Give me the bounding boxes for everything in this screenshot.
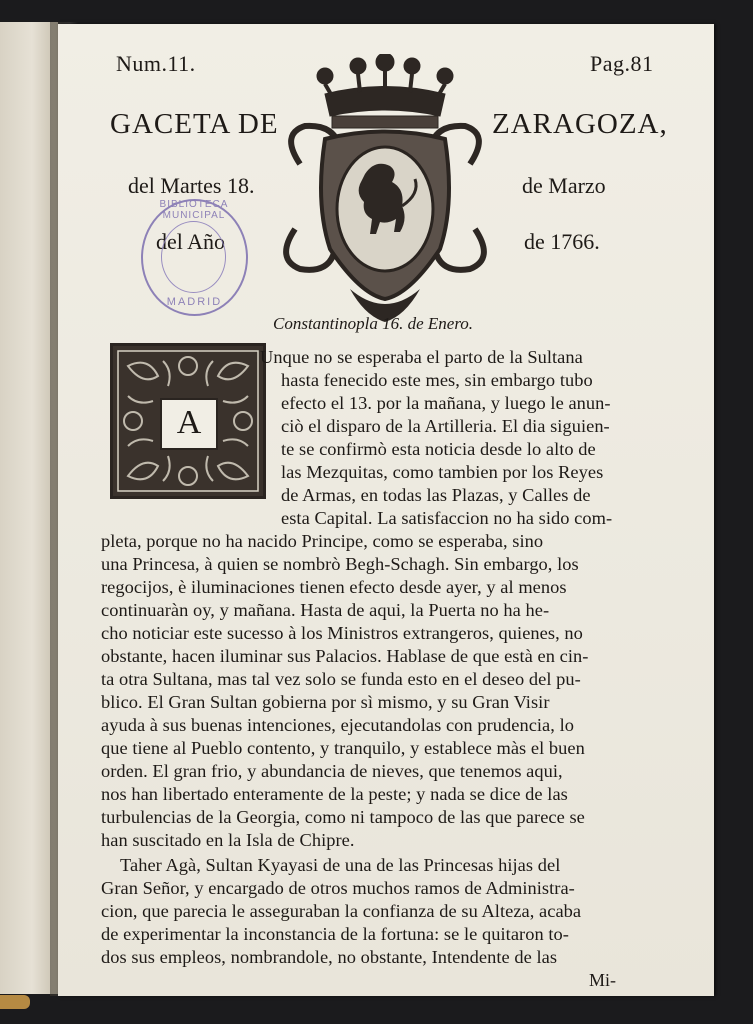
text-line: que tiene al Pueblo contento, y tranquilo, y establece màs el buen <box>101 738 585 758</box>
text-line: turbulencias de la Georgia, como ni tampoco de las que parece se <box>101 807 585 827</box>
title-right: ZARAGOZA, <box>492 108 668 140</box>
text-line: ta otra Sultana, mas tal vez solo se funda esto en el deseo del pu- <box>101 669 581 689</box>
catchword: Mi- <box>589 970 616 990</box>
text-line: te se confirmò esta noticia desde lo alto de <box>281 439 596 459</box>
issue-year-label: del Año <box>156 229 226 254</box>
text-line: blico. El Gran Sultan gobierna por sì mismo, y su Gran Visir <box>101 692 550 712</box>
issue-month: de Marzo <box>522 173 606 198</box>
text-line: ciò el disparo de la Artilleria. El dia siguien- <box>281 416 610 436</box>
text-line: de experimentar la inconstancia de la fortuna: se le quitaron to- <box>101 924 569 944</box>
text-line: orden. El gran frio, y abundancia de nieves, que tenemos aqui, <box>101 761 563 781</box>
text-line: nos han libertado enteramente de la peste; y nada se dice de las <box>101 784 568 804</box>
text-line: dos sus empleos, nombrandole, no obstante, Intendente de las <box>101 947 558 967</box>
text-line: han suscitado en la Isla de Chipre. <box>101 830 355 850</box>
coat-of-arms-icon <box>280 54 490 324</box>
text-line: Taher Agà, Sultan Kyayasi de una de las Princesas hijas del <box>120 855 561 875</box>
text-line: ayuda à sus buenas intenciones, ejecutandolas con prudencia, lo <box>101 715 574 735</box>
library-stamp <box>141 199 248 316</box>
stamp-bottom-text: MADRID <box>166 296 223 308</box>
issue-number: Num.11. <box>116 51 196 76</box>
initial-letter: A <box>160 398 218 450</box>
text-line: obstante, hacen iluminar sus Palacios. Hablase de que està en cin- <box>101 646 589 666</box>
binding-thread <box>0 995 30 1009</box>
page-number: Pag.81 <box>590 51 654 76</box>
stamp-inner-ring <box>161 221 226 293</box>
text-line: de Armas, en todas las Plazas, y Calles de <box>281 485 591 505</box>
title-left: GACETA DE <box>110 108 279 140</box>
text-line: cho noticiar este sucesso à los Ministros extrangeros, quienes, no <box>101 623 583 643</box>
text-line: esta Capital. La satisfaccion no ha sido com- <box>281 508 613 528</box>
stamp-top-text: BIBLIOTECA MUNICIPAL <box>159 199 229 221</box>
text-line: pleta, porque no ha nacido Principe, como se esperaba, sino <box>101 531 544 551</box>
issue-year: de 1766. <box>524 229 600 254</box>
gazette-page <box>58 24 714 996</box>
text-line: regocijos, è iluminaciones tienen efecto desde ayer, y al menos <box>101 577 567 597</box>
text-line: efecto el 13. por la mañana, y luego le anun- <box>281 393 611 413</box>
text-line: Unque no se esperaba el parto de la Sultana <box>260 347 583 367</box>
decorated-initial <box>110 343 266 499</box>
dateline: Constantinopla 16. de Enero. <box>273 314 474 333</box>
issue-day: del Martes 18. <box>128 173 255 198</box>
text-line: Gran Señor, y encargado de otros muchos ramos de Administra- <box>101 878 575 898</box>
text-line: una Princesa, à quien se nombrò Begh-Schagh. Sin embargo, los <box>101 554 579 574</box>
text-line: hasta fenecido este mes, sin embargo tubo <box>281 370 593 390</box>
text-line: continuaràn oy, y mañana. Hasta de aqui, la Puerta no ha he- <box>101 600 550 620</box>
text-line: cion, que parecia le asseguraban la confianza de su Alteza, acaba <box>101 901 582 921</box>
text-line: las Mezquitas, como tambien por los Reyes <box>281 462 604 482</box>
